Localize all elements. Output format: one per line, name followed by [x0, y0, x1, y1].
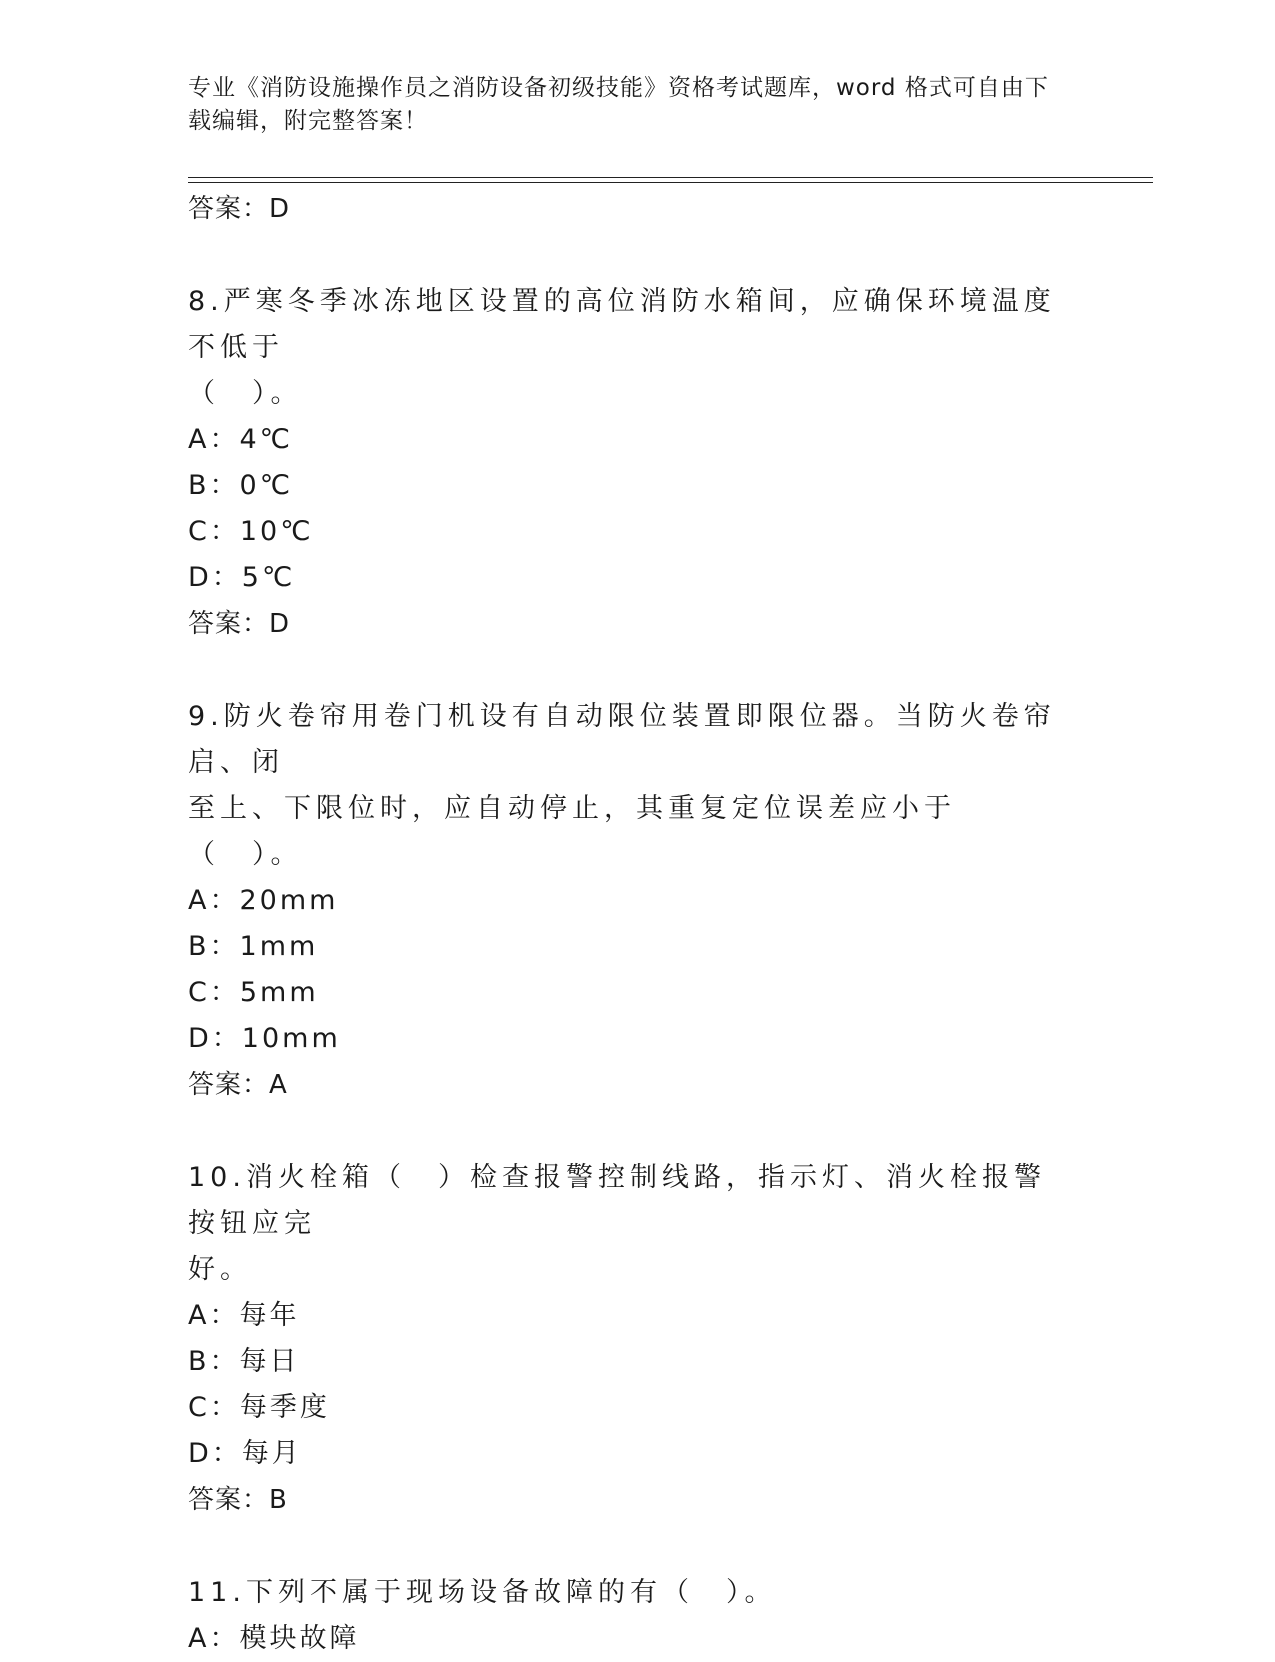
question-10	[188, 1155, 1088, 1523]
option-a: A：模块故障	[188, 1623, 360, 1654]
question-list	[188, 186, 1088, 1662]
question-text	[188, 279, 1068, 417]
option-c: C：5mm	[188, 977, 319, 1008]
question-8	[188, 279, 1088, 647]
option-a: A：4℃	[188, 424, 293, 455]
option-d: D：10mm	[188, 1023, 341, 1054]
option-b: B：每日	[188, 1346, 300, 1377]
option-b: B：0℃	[188, 470, 294, 501]
answer: 答案：B	[188, 1485, 288, 1515]
previous-answer: 答案：D	[188, 194, 291, 224]
question-text-line: 好。	[188, 1254, 252, 1285]
answer: 答案：A	[188, 1070, 288, 1100]
question-text-line: 10.消火栓箱（ ）检查报警控制线路，指示灯、消火栓报警按钮应完	[188, 1162, 1046, 1239]
question-text-line: 11.下列不属于现场设备故障的有（ ）。	[188, 1577, 777, 1608]
question-text-line: （ ）。	[188, 378, 303, 409]
option-d: D：每月	[188, 1438, 302, 1469]
question-text	[188, 694, 1068, 878]
question-9	[188, 694, 1088, 1108]
header-line-1: 专业《消防设施操作员之消防设备初级技能》资格考试题库，word 格式可自由下	[188, 75, 1049, 101]
option-b: B：1mm	[188, 931, 319, 962]
question-text-line: 9.防火卷帘用卷门机设有自动限位装置即限位器。当防火卷帘启、闭	[188, 701, 1056, 778]
question-text-line: 8.严寒冬季冰冻地区设置的高位消防水箱间，应确保环境温度不低于	[188, 286, 1056, 363]
option-c: C：10℃	[188, 516, 314, 547]
answer: 答案：D	[188, 609, 291, 639]
question-text	[188, 1570, 1068, 1616]
option-c: C：每季度	[188, 1392, 330, 1423]
header-divider-top	[188, 177, 1153, 178]
option-a: A：每年	[188, 1300, 300, 1331]
header-divider-bottom	[188, 182, 1153, 183]
option-a: A：20mm	[188, 885, 339, 916]
question-11	[188, 1570, 1088, 1662]
document-header	[188, 72, 1068, 138]
header-line-2: 载编辑，附完整答案！	[188, 108, 428, 134]
question-text	[188, 1155, 1068, 1293]
question-text-line: 至上、下限位时，应自动停止，其重复定位误差应小于（ ）。	[188, 793, 956, 870]
option-d: D：5℃	[188, 562, 296, 593]
